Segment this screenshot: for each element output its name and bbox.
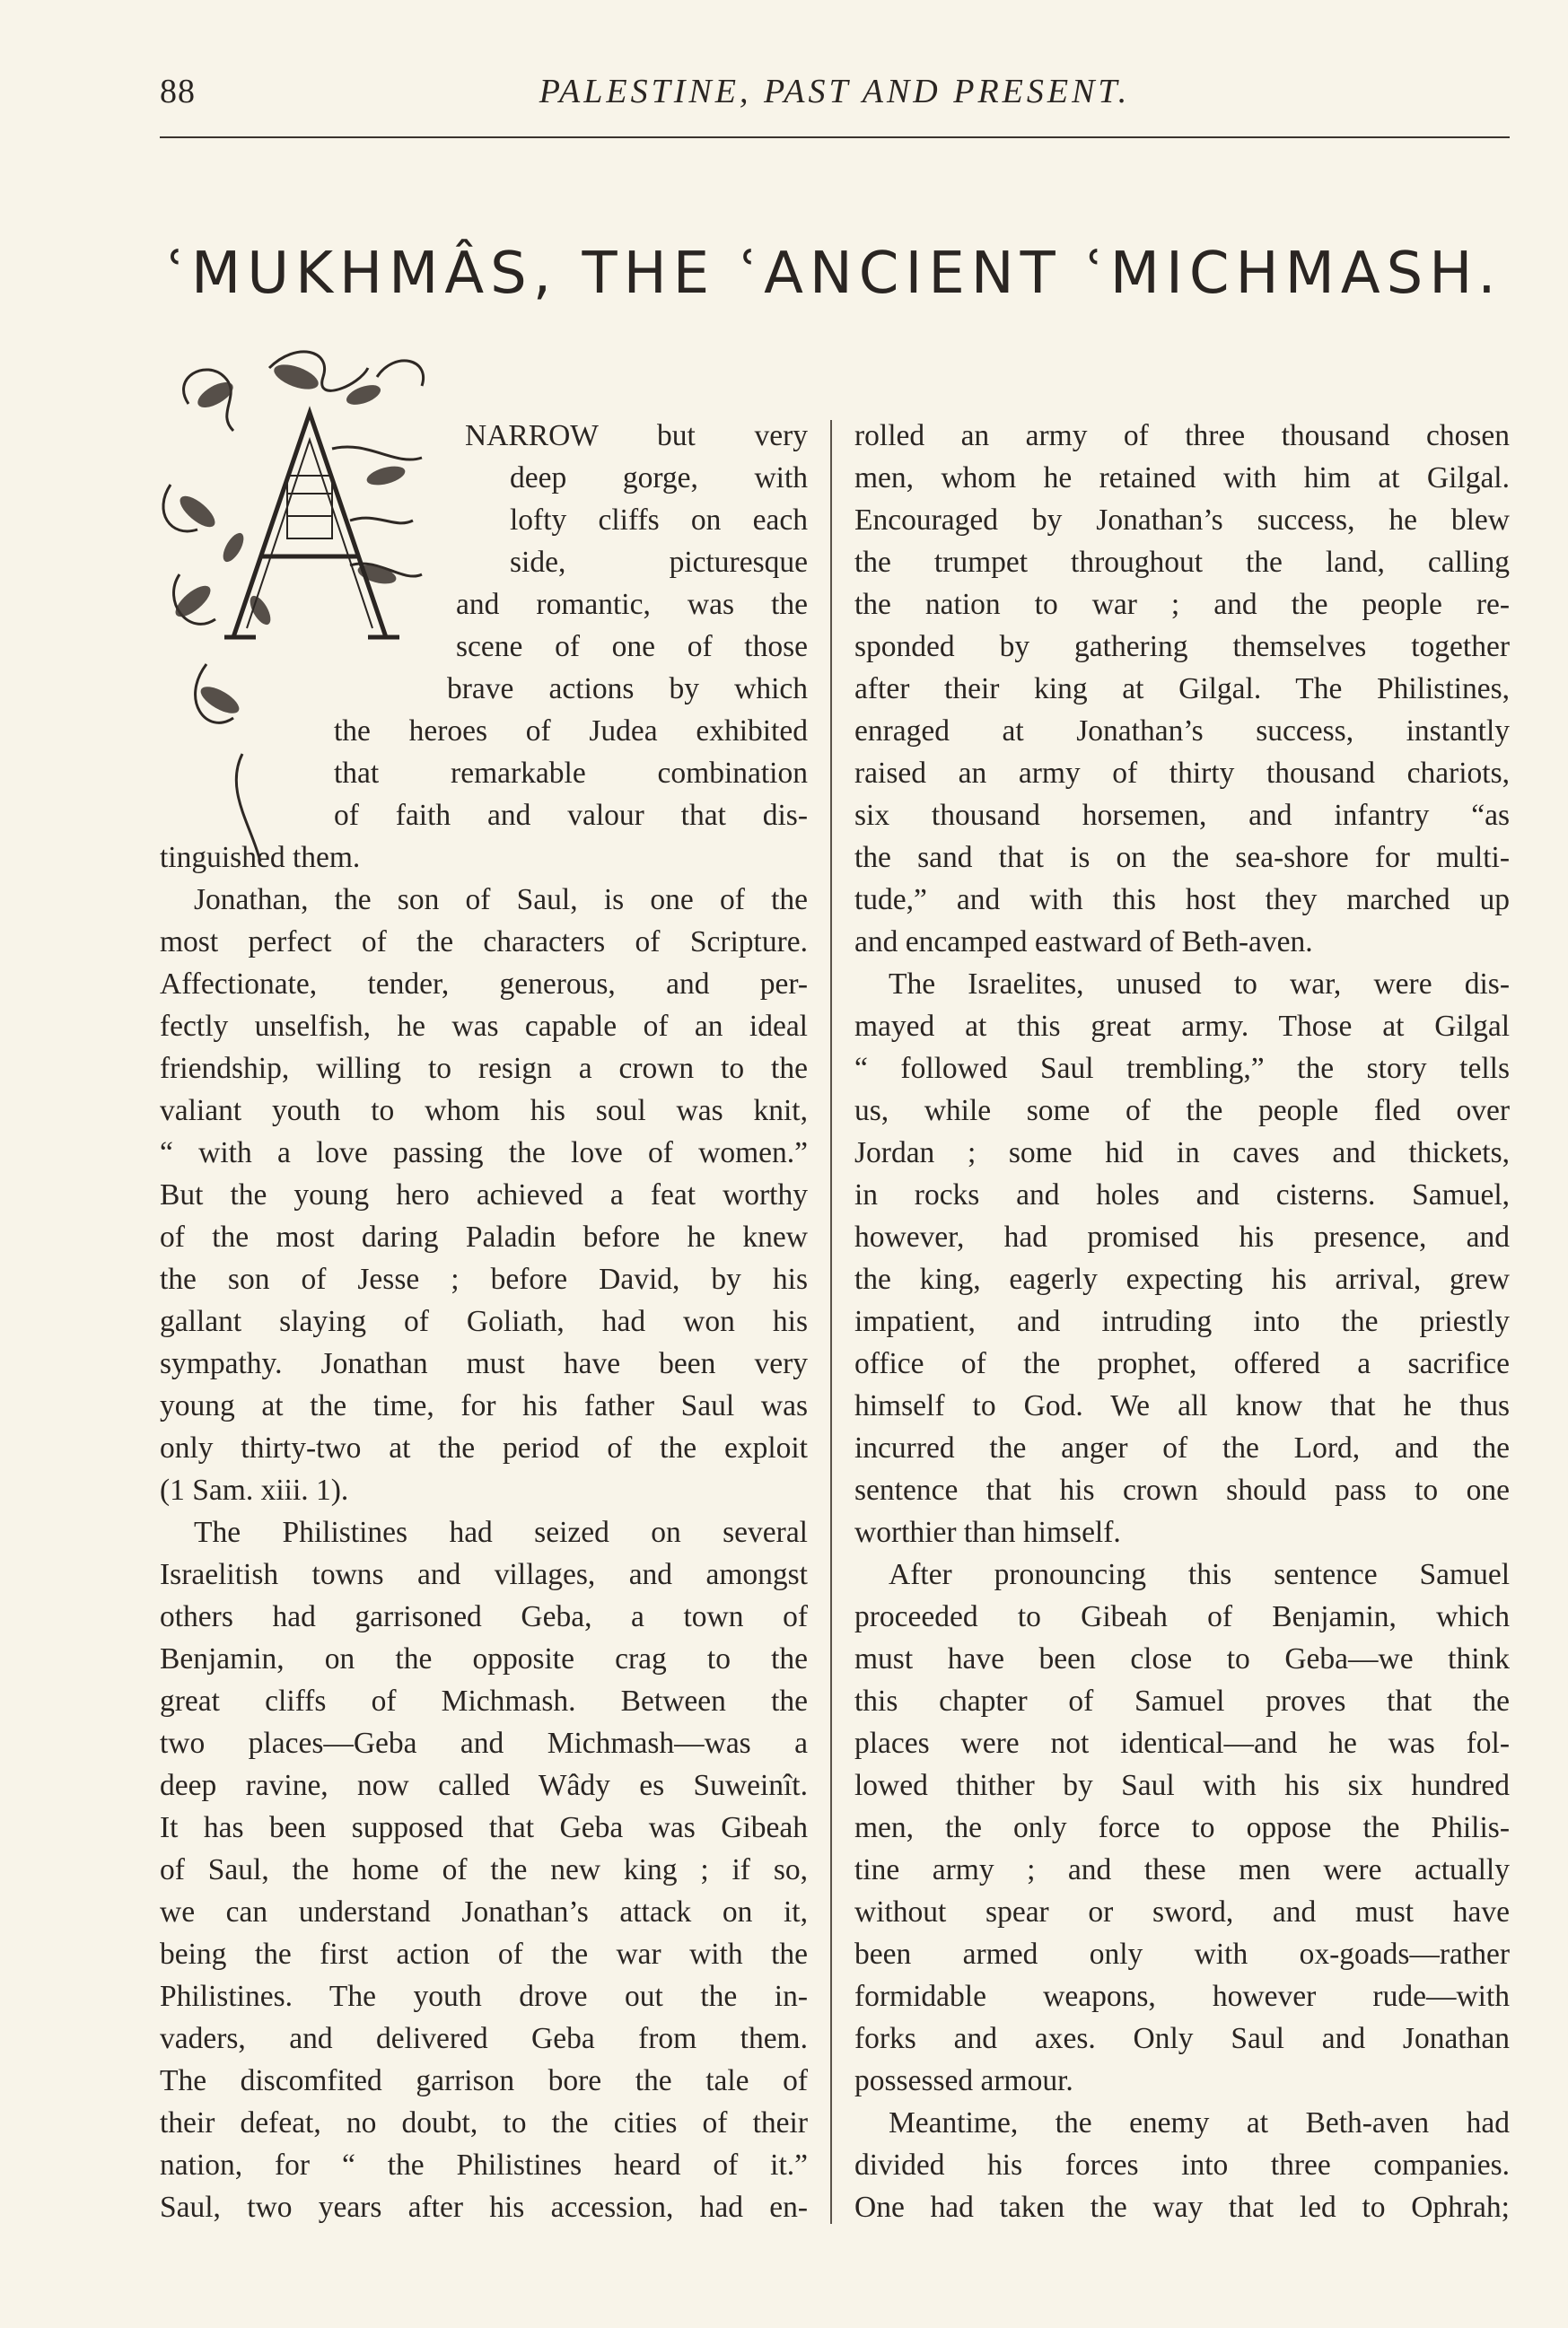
- text-line: tine army ; and these men were actually: [854, 1853, 1510, 1886]
- text-line: sponded by gathering themselves together: [854, 630, 1510, 663]
- text-line: two places—Geba and Michmash—was a: [160, 1727, 808, 1760]
- text-line: “ followed Saul trembling,” the story tells: [854, 1052, 1510, 1085]
- text-line: Meantime, the enemy at Beth-aven had: [889, 2106, 1510, 2140]
- text-line: this chapter of Samuel proves that the: [854, 1685, 1510, 1718]
- text-line: others had garrisoned Geba, a town of: [160, 1600, 808, 1633]
- text-line: been armed only with ox-goads—rather: [854, 1938, 1510, 1971]
- page-number: 88: [160, 73, 196, 110]
- text-line: sentence that his crown should pass to one: [854, 1474, 1510, 1507]
- text-line: lowed thither by Saul with his six hundred: [854, 1769, 1510, 1802]
- text-line: us, while some of the people fled over: [854, 1094, 1510, 1127]
- text-line: the king, eagerly expecting his arrival, grew: [854, 1263, 1510, 1296]
- text-line: deep gorge, with: [510, 461, 808, 494]
- text-line: tude,” and with this host they marched up: [854, 883, 1510, 916]
- text-line: without spear or sword, and must have: [854, 1895, 1510, 1929]
- text-line: rolled an army of three thousand chosen: [854, 419, 1510, 452]
- text-line: tinguished them.: [160, 841, 361, 874]
- text-line: “ with a love passing the love of women.”: [160, 1136, 808, 1169]
- text-line: fectly unselfish, he was capable of an ideal: [160, 1010, 808, 1043]
- text-line: brave actions by which: [447, 672, 808, 705]
- text-line: men, the only force to oppose the Philis-: [854, 1811, 1510, 1844]
- text-line: and encamped eastward of Beth-aven.: [854, 925, 1313, 958]
- running-header: [160, 72, 1510, 126]
- text-line: after their king at Gilgal. The Philistines,: [854, 672, 1510, 705]
- text-line: sympathy. Jonathan must have been very: [160, 1347, 808, 1380]
- text-line: The Israelites, unused to war, were dis-: [889, 967, 1510, 1001]
- text-line: we can understand Jonathan’s attack on it,: [160, 1895, 808, 1929]
- text-line: lofty cliffs on each: [510, 503, 808, 537]
- text-line: proceeded to Gibeah of Benjamin, which: [854, 1600, 1510, 1633]
- text-line: scene of one of those: [456, 630, 808, 663]
- text-line: himself to God. We all know that he thus: [854, 1389, 1510, 1422]
- text-line: mayed at this great army. Those at Gilgal: [854, 1010, 1510, 1043]
- text-line: places were not identical—and he was fol-: [854, 1727, 1510, 1760]
- text-line: office of the prophet, offered a sacrifice: [854, 1347, 1510, 1380]
- text-line: the nation to war ; and the people re-: [854, 588, 1510, 621]
- text-line: vaders, and delivered Geba from them.: [160, 2022, 808, 2055]
- text-line: six thousand horsemen, and infantry “as: [854, 799, 1510, 832]
- text-line: Jonathan, the son of Saul, is one of the: [194, 883, 808, 916]
- text-line: nation, for “ the Philistines heard of it.”: [160, 2149, 808, 2182]
- header-rule: [160, 136, 1510, 138]
- text-line: however, had promised his presence, and: [854, 1221, 1510, 1254]
- text-line: most perfect of the characters of Scripture.: [160, 925, 808, 958]
- text-line: of faith and valour that dis-: [334, 799, 808, 832]
- text-line: deep ravine, now called Wâdy es Suweinît.: [160, 1769, 808, 1802]
- text-line: friendship, willing to resign a crown to the: [160, 1052, 808, 1085]
- column-divider: [830, 420, 832, 2224]
- text-line: The Philistines had seized on several: [194, 1516, 808, 1549]
- text-line: the son of Jesse ; before David, by his: [160, 1263, 808, 1296]
- text-line: gallant slaying of Goliath, had won his: [160, 1305, 808, 1338]
- text-line: forks and axes. Only Saul and Jonathan: [854, 2022, 1510, 2055]
- text-line: worthier than himself.: [854, 1516, 1121, 1549]
- text-line: side, picturesque: [510, 546, 808, 579]
- text-line: the trumpet throughout the land, calling: [854, 546, 1510, 579]
- text-line: the sand that is on the sea-shore for multi-: [854, 841, 1510, 874]
- text-line: raised an army of thirty thousand chariots,: [854, 757, 1510, 790]
- text-line: The discomfited garrison bore the tale of: [160, 2064, 808, 2097]
- text-line: the heroes of Judea exhibited: [334, 714, 808, 748]
- text-line: formidable weapons, however rude—with: [854, 1980, 1510, 2013]
- text-line: young at the time, for his father Saul was: [160, 1389, 808, 1422]
- text-line: One had taken the way that led to Ophrah;: [854, 2191, 1510, 2224]
- text-line: great cliffs of Michmash. Between the: [160, 1685, 808, 1718]
- text-line: Benjamin, on the opposite crag to the: [160, 1642, 808, 1676]
- text-line: NARROW but very: [465, 419, 808, 452]
- running-title: PALESTINE, PAST AND PRESENT.: [539, 73, 1131, 110]
- text-line: possessed armour.: [854, 2064, 1073, 2097]
- text-line: men, whom he retained with him at Gilgal.: [854, 461, 1510, 494]
- article-title: ʿMUKHMÂS, THE ʿANCIENT ʿMICHMASH.: [167, 241, 1502, 307]
- text-line: incurred the anger of the Lord, and the: [854, 1431, 1510, 1465]
- text-line: Israelitish towns and villages, and amongst: [160, 1558, 808, 1591]
- text-line: in rocks and holes and cisterns. Samuel,: [854, 1178, 1510, 1212]
- ornamental-dropcap-icon: [153, 341, 494, 862]
- text-line: It has been supposed that Geba was Gibeah: [160, 1811, 808, 1844]
- text-line: their defeat, no doubt, to the cities of their: [160, 2106, 808, 2140]
- text-line: enraged at Jonathan’s success, instantly: [854, 714, 1510, 748]
- text-line: only thirty-two at the period of the exploit: [160, 1431, 808, 1465]
- text-line: that remarkable combination: [334, 757, 808, 790]
- text-line: impatient, and intruding into the priestly: [854, 1305, 1510, 1338]
- text-line: Encouraged by Jonathan’s success, he blew: [854, 503, 1510, 537]
- right-column: [854, 415, 1510, 2228]
- text-line: Jordan ; some hid in caves and thickets,: [854, 1136, 1510, 1169]
- text-line: (1 Sam. xiii. 1).: [160, 1474, 349, 1507]
- text-line: After pronouncing this sentence Samuel: [889, 1558, 1510, 1591]
- text-line: must have been close to Geba—we think: [854, 1642, 1510, 1676]
- text-line: Saul, two years after his accession, had en-: [160, 2191, 808, 2224]
- text-line: Philistines. The youth drove out the in-: [160, 1980, 808, 2013]
- left-column: [160, 415, 808, 2228]
- text-line: of the most daring Paladin before he knew: [160, 1221, 808, 1254]
- text-line: valiant youth to whom his soul was knit,: [160, 1094, 808, 1127]
- text-line: Affectionate, tender, generous, and per-: [160, 967, 808, 1001]
- text-line: of Saul, the home of the new king ; if so,: [160, 1853, 808, 1886]
- text-line: divided his forces into three companies.: [854, 2149, 1510, 2182]
- text-line: being the first action of the war with the: [160, 1938, 808, 1971]
- text-line: But the young hero achieved a feat worthy: [160, 1178, 808, 1212]
- text-line: and romantic, was the: [456, 588, 808, 621]
